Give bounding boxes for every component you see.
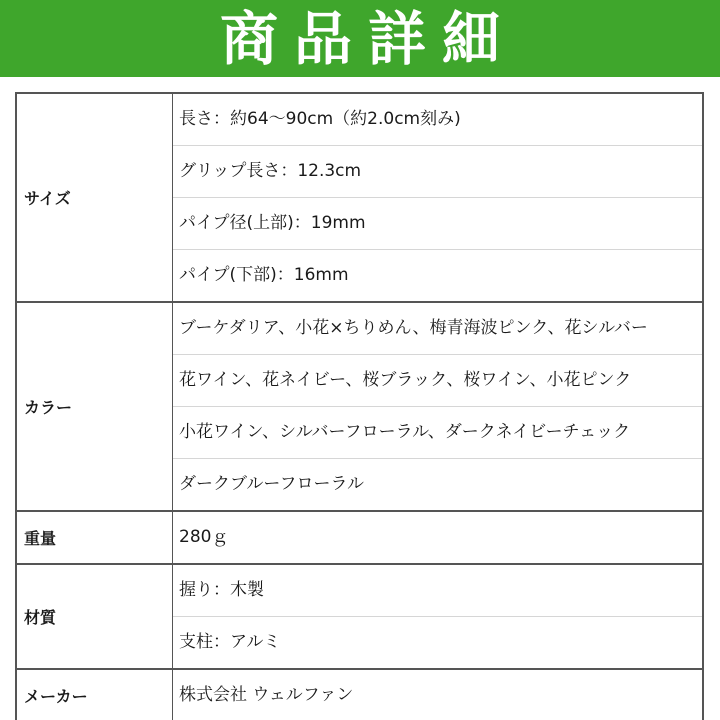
page-title: 商品詳細 — [219, 4, 516, 73]
spec-values-material — [173, 564, 704, 669]
spec-row-maker — [16, 669, 703, 720]
product-spec-table — [15, 92, 704, 720]
spec-label-size: サイズ — [16, 93, 173, 302]
spec-values-size — [173, 93, 704, 302]
spec-value: 長さ：約64～90cm（約2.0cm刻み) — [173, 94, 702, 146]
spec-label-color: カラー — [16, 302, 173, 511]
spec-value: ブーケダリア、小花×ちりめん、梅青海波ピンク、花シルバー — [173, 303, 702, 355]
spec-values-maker — [173, 669, 704, 720]
spec-value: パイプ(下部)：16mm — [179, 265, 349, 285]
spec-values-weight — [173, 511, 704, 564]
spec-row-size — [16, 93, 703, 302]
spec-label-weight: 重量 — [16, 511, 173, 564]
spec-row-weight — [16, 511, 703, 564]
spec-label-material: 材質 — [16, 564, 173, 669]
spec-value: パイプ径(上部)：19mm — [173, 198, 702, 250]
spec-value: 握り：木製 — [173, 565, 702, 617]
spec-row-material — [16, 564, 703, 669]
header-banner — [0, 0, 720, 77]
spec-value: ダークブルーフローラル — [179, 474, 364, 494]
spec-value: 花ワイン、花ネイビー、桜ブラック、桜ワイン、小花ピンク — [173, 355, 702, 407]
spec-label-maker: メーカー — [16, 669, 173, 720]
spec-value: 小花ワイン、シルバーフローラル、ダークネイビーチェック — [173, 407, 702, 459]
spec-value: 支柱：アルミ — [179, 632, 281, 652]
spec-values-color — [173, 302, 704, 511]
spec-value: 株式会社 ウェルファン — [179, 685, 354, 705]
spec-row-color — [16, 302, 703, 511]
spec-value: グリップ長さ：12.3cm — [173, 146, 702, 198]
spec-value: 280ｇ — [179, 527, 229, 547]
